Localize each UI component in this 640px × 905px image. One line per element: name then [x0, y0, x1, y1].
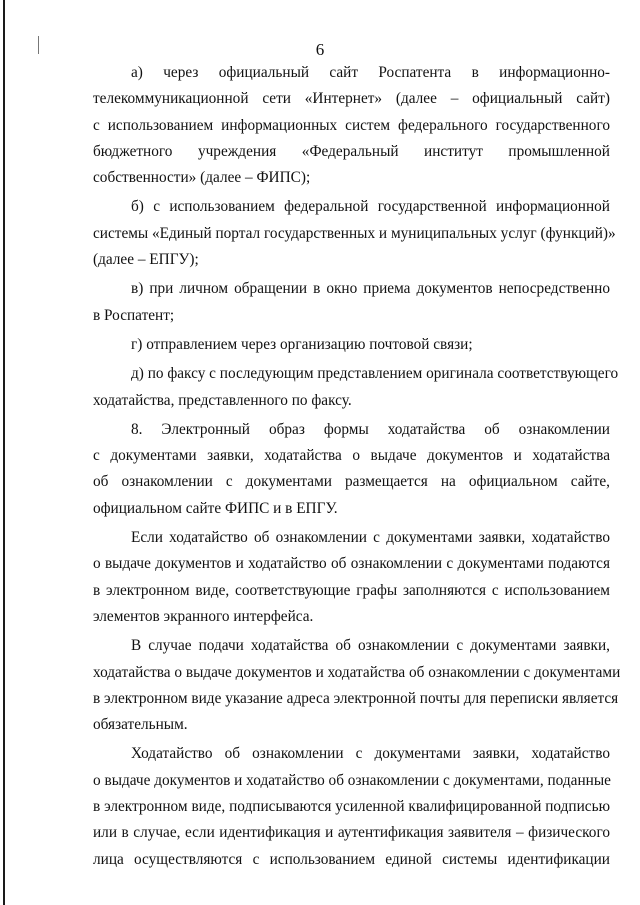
text-line: о выдаче документов и ходатайство об ознакомлении с документами, поданные [93, 771, 611, 789]
paragraph-v [93, 276, 610, 329]
paragraph-a [93, 60, 610, 191]
text-line: о выдаче документов и ходатайство об ознакомлении с документами подаются [93, 555, 610, 573]
text-line: Ходатайство об ознакомлении с документами заявки, ходатайство [131, 745, 610, 763]
text-line: элементов экранного интерфейса. [93, 607, 314, 625]
text-line: ходатайства, представленного по факсу. [93, 391, 352, 409]
text-line: системы «Единый портал государственных и муниципальных услуг (функций)» [93, 224, 616, 242]
text-line: об ознакомлении с документами размещается на официальном сайте, [93, 473, 610, 491]
text-line: собственности» (далее – ФИПС); [93, 169, 311, 187]
text-line: официальном сайте ФИПС и в ЕПГУ. [93, 499, 338, 517]
text-line: в электронном виде, подписываются усиленной квалифицированной подписью [93, 798, 610, 816]
text-line: в) при личном обращении в окно приема документов непосредственно [131, 280, 610, 298]
text-line: или в случае, если идентификация и аутентификация заявителя – физического [93, 824, 610, 842]
paragraph-8 [93, 417, 610, 522]
scan-left-border [3, 0, 5, 905]
text-line: в электронном виде, соответствующие графы заполняются с использованием [93, 581, 610, 599]
page-number: 6 [315, 40, 325, 59]
document-body [93, 60, 621, 873]
paragraph-email [93, 633, 621, 738]
text-line: а) через официальный сайт Роспатента в информационно- [131, 64, 610, 81]
paragraph-g [93, 332, 610, 358]
text-line: обязательным. [93, 716, 188, 734]
text-line: д) по факсу с последующим представлением оригинала соответствующего [131, 365, 619, 383]
text-line: В случае подачи ходатайства об ознакомлении с документами заявки, [131, 637, 610, 655]
text-line: с использованием информационных систем федерального государственного [93, 116, 610, 134]
paragraph-b [93, 194, 616, 273]
paragraph-d [93, 361, 619, 414]
paragraph-signature [93, 741, 610, 872]
text-line: ходатайства о выдаче документов и ходатайства об ознакомлении с документами [93, 663, 621, 681]
text-line: в Роспатент; [93, 306, 175, 324]
text-line: в электронном виде указание адреса электронной почты для переписки является [93, 689, 619, 707]
text-line: б) с использованием федеральной государственной информационной [131, 198, 610, 216]
text-line: (далее – ЕПГУ); [93, 251, 199, 269]
paragraph-electronic-filing [93, 525, 610, 630]
text-line: Если ходатайство об ознакомлении с документами заявки, ходатайство [131, 529, 610, 547]
text-line: 8. Электронный образ формы ходатайства об ознакомлении [131, 420, 610, 438]
text-line: телекоммуникационной сети «Интернет» (далее – официальный сайт) [93, 90, 610, 108]
text-line: с документами заявки, ходатайства о выдаче документов и ходатайства [93, 447, 610, 465]
text-line: бюджетного учреждения «Федеральный институт промышленной [93, 142, 610, 160]
text-line: лица осуществляются с использованием единой системы идентификации [93, 850, 610, 868]
text-line: г) отправлением через организацию почтовой связи; [131, 335, 473, 353]
